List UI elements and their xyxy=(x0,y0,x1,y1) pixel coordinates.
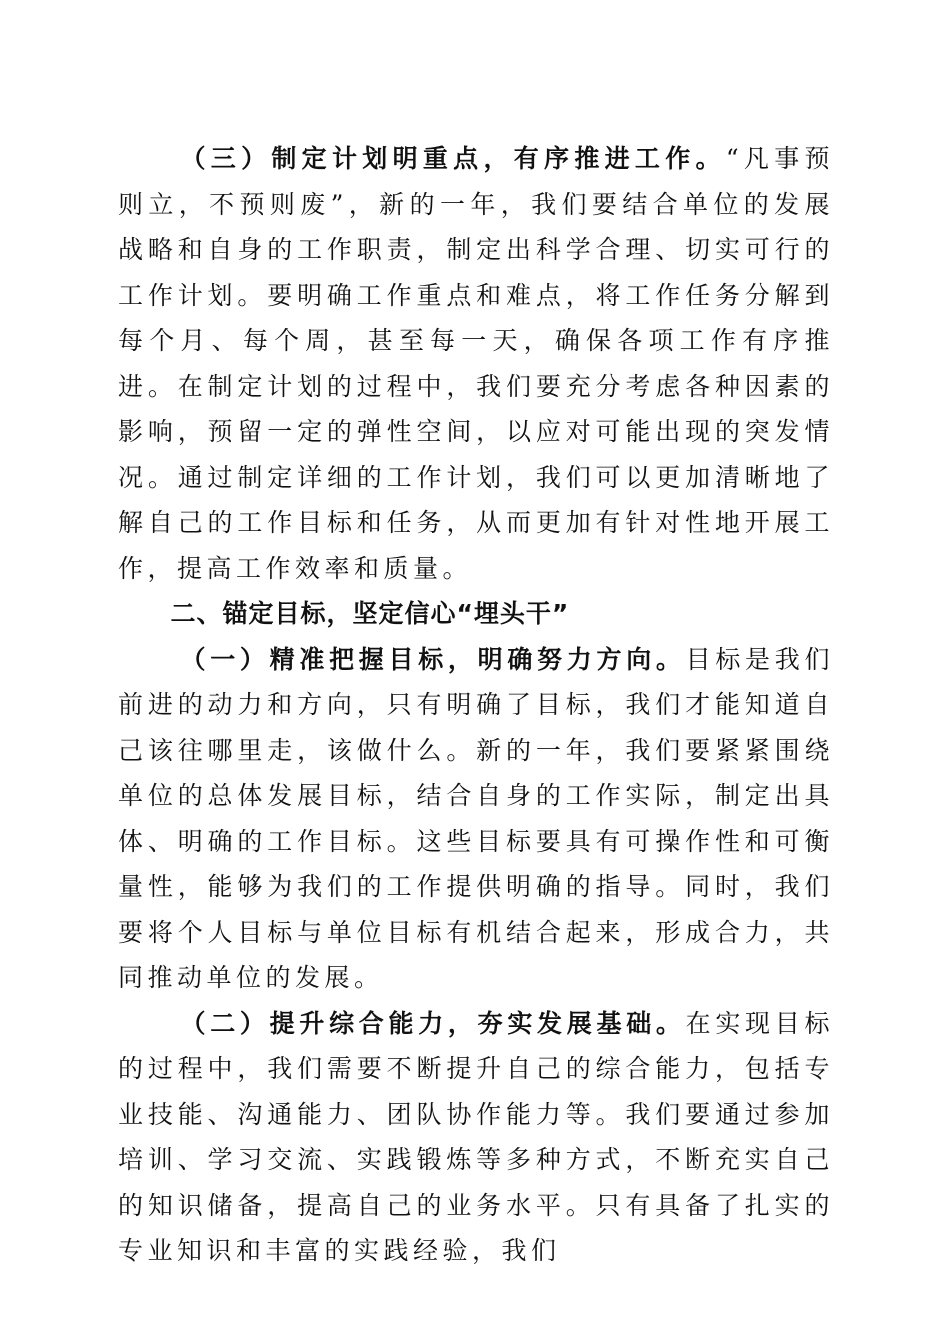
paragraph-subsection-2 xyxy=(118,1001,834,1274)
paragraph-text: 目标是我们前进的动力和方向，只有明确了目标，我们才能知道自己该往哪里走，该做什么。新的一年，我们要紧紧围绕单位的总体发展目标，结合自身的工作实际，制定出具体、明确的工作目标。这些目标要具有可操作性和可衡量性，能够为我们的工作提供明确的指导。同时，我们要将个人目标与单位目标有机结合起来，形成合力，共同推动单位的发展。 xyxy=(118,644,834,992)
paragraph-text: 在实现目标的过程中，我们需要不断提升自己的综合能力，包括专业技能、沟通能力、团队协作能力等。我们要通过参加培训、学习交流、实践锻炼等多种方式，不断充实自己的知识储备，提高自己的业务水平。只有具备了扎实的专业知识和丰富的实践经验，我们 xyxy=(118,1008,834,1265)
paragraph-section-3 xyxy=(118,136,834,591)
document-body xyxy=(118,136,834,1274)
section-heading-2: 二、锚定目标，坚定信心“埋头干” xyxy=(170,599,570,628)
paragraph-lead: （二）提升综合能力，夯实发展基础。 xyxy=(180,1008,686,1038)
paragraph-text: “凡事预则立，不预则废”，新的一年，我们要结合单位的发展战略和自身的工作职责，制定出科学合理、切实可行的工作计划。要明确工作重点和难点，将工作任务分解到每个月、每个周，甚至每一天，确保各项工作有序推进。在制定计划的过程中，我们要充分考虑各种因素的影响，预留一定的弹性空间，以应对可能出现的突发情况。通过制定详细的工作计划，我们可以更加清晰地了解自己的工作目标和任务，从而更加有针对性地开展工作，提高工作效率和质量。 xyxy=(118,144,834,583)
paragraph-subsection-1 xyxy=(118,637,834,1001)
paragraph-lead: （一）精准把握目标，明确努力方向。 xyxy=(180,644,686,674)
paragraph-lead: （三）制定计划明重点，有序推进工作。 xyxy=(180,144,726,173)
